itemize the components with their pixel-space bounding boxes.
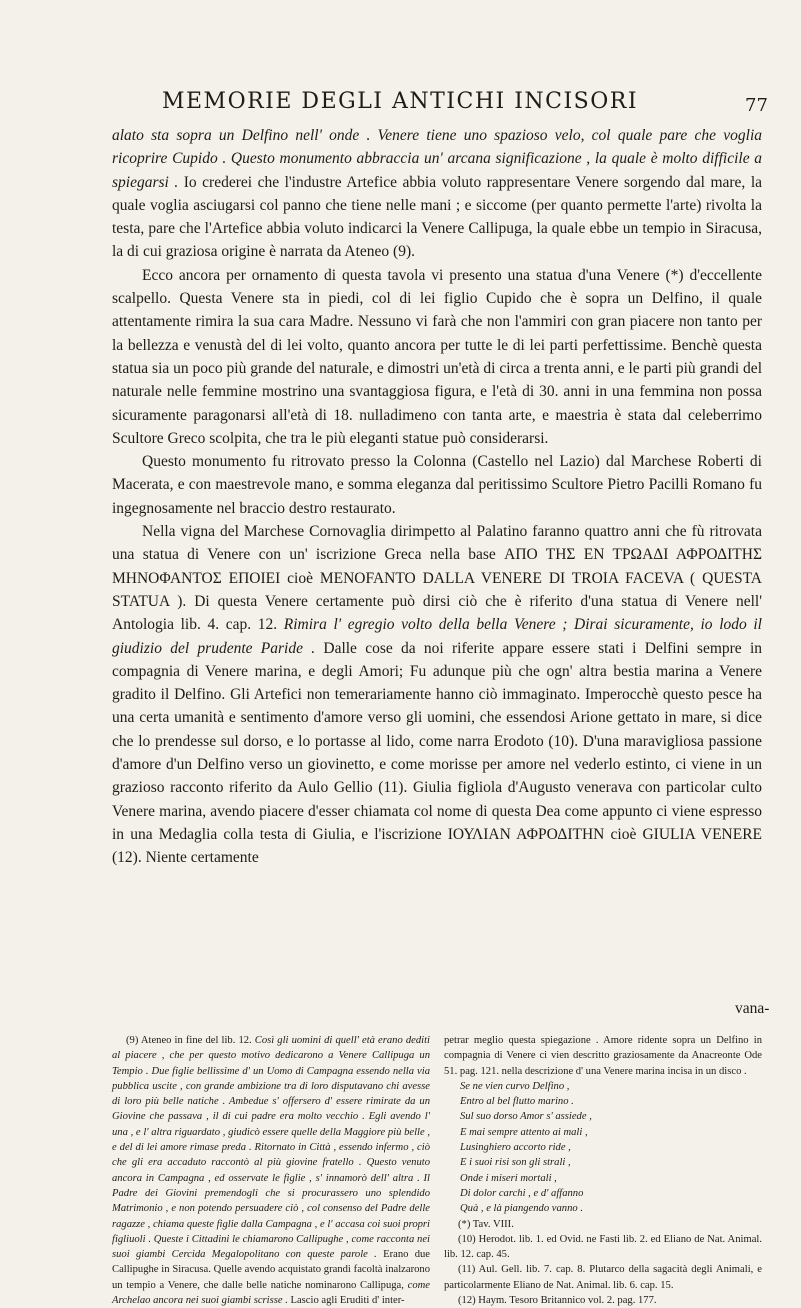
text-run: Erano due Callipughe in Siracusa. Quelle avendo acquistato grandi facoltà inalzarono un tempio a Venere, che dalle belle natiche nominarono Callipuga,	[112, 1249, 431, 1291]
text-run: Lascio agli Eruditi d' inter-	[287, 1295, 405, 1307]
footnote-column-right	[444, 1033, 762, 1308]
verse-line: E i suoi risi son gli strali ,	[460, 1157, 571, 1169]
italic-quote: Rimira l' egregio volto della bella Venere ; Dirai sicuramente, io lodo il giudizio del prudente Paride .	[112, 616, 762, 657]
main-text	[112, 124, 762, 870]
verse-line: Se ne vien curvo Delfino ,	[460, 1080, 570, 1092]
verse-line: Onde i miseri mortali ,	[460, 1172, 557, 1184]
paragraph-2: Ecco ancora per ornamento di questa tavola vi presento una statua d'una Venere (*) d'eccellente scalpello. Questa Venere sta in piedi, col di lei figlio Cupido che è sopra un Delfino, il quale attentamente rimira la sua cara Madre. Nessuno vi farà che non l'ammiri con gran piacere non tanto per la bellezza e venustà del di lei volto, quanto ancora per tutte le di lei parti perfettissime. Benchè questa statua sia un poco più grande del naturale, e dimostri un'età di circa a trenta anni, e le parti più grandi del naturale nelle femmine mostrino una svantaggiosa figura, e l'età di 30. anni in una femmina non possa sicuramente paragonarsi all'età di 18. nulladimeno con tanta arte, e maestria è stata dal celeberrimo Scultore Greco scolpita, che tra le più eleganti statue può considerarsi.	[112, 266, 762, 447]
footnote-column-left	[112, 1033, 430, 1308]
footnote-star: (*) Tav. VIII.	[458, 1218, 514, 1230]
text-run: cioè MENOFANTO DALLA VENERE DI TROIA FACEVA ( QUESTA STATUA ). Di questa Venere certamente può dirsi ciò che è riferito d'una statua di Venere nell' Antologia lib. 4. cap. 12.	[112, 569, 762, 634]
footnotes	[112, 1033, 762, 1308]
verse-line: Entro al bel flutto marino .	[460, 1096, 574, 1108]
verse-line: Di dolor carchi , e d' affanno	[460, 1187, 584, 1199]
italic-run: alato sta sopra un Delfino nell' onde . Venere tiene uno spazioso velo, col quale pare che voglia ricoprire Cupido . Questo monumento abbraccia un' arcana significazione , la quale è molto difficile a spiegarsi .	[112, 127, 762, 191]
paragraph-3: Questo monumento fu ritrovato presso la Colonna (Castello nel Lazio) dal Marchese Roberti di Macerata, e con maestrevole mano, e somma eleganza dal peritissimo Scultore Pietro Pacilli Romano fu ingegnosamente nel braccio destro restaurato.	[112, 453, 762, 517]
footnote-11: (11) Aul. Gell. lib. 7. cap. 8. Plutarco della sagacità degli Animali, e particolarmente Eliano de Nat. Animal. lib. 6. cap. 15.	[444, 1264, 762, 1291]
page-number: 77	[745, 95, 768, 116]
greek-inscription: ΙΟΥΛΙΑΝ ΑΦΡΟΔΙΤΗΝ	[447, 825, 605, 843]
italic-run: come Archelao ancora nei suoi giambi scrisse .	[112, 1279, 430, 1307]
text-run: Io crederei che l'industre Artefice abbia voluto rappresentare Venere sorgendo dal mare, la quale voglia asciugarsi col panno che tiene nelle mani ; e siccome (per quanto permette l'arte) rivolta la testa, pare che l'Artefice abbia voluto indicarci la Venere Callipuga, la quale ebbe un tempio in Siracusa, la di cui graziosa origine è narrata da Ateneo (9).	[112, 173, 763, 261]
verse-line: E mai sempre attento ai mali ,	[460, 1126, 588, 1138]
text-run: Nella vigna del Marchese Cornovaglia dirimpetto al Palatino faranno quattro anni che fù ritrovata una statua di Venere con un' iscrizione Greca nella base	[112, 523, 762, 564]
verse-line: Quà , e là piangendo vanno .	[460, 1203, 583, 1215]
footnote-9	[112, 1033, 430, 1308]
verse-line: Lusinghiero accorto ride ,	[460, 1142, 571, 1154]
catchword: vana-	[735, 1000, 770, 1017]
footnote-continuation: petrar meglio questa spiegazione . Amore ridente sopra un Delfino in compagnia di Venere ci vien descritto graziosamente da Anacreonte Ode 51. pag. 121. nella descrizione d' una Venere marina incisa in un disco .	[444, 1035, 762, 1077]
footnote-label: (9) Ateneo in fine del lib. 12.	[126, 1035, 255, 1046]
text-run: Dalle cose da noi riferite appare essere stati i Delfini sempre in compagnia di Venere marina, e degli Amori; Fu adunque più che ogn' altra bestia marina a Venere gradito il Delfino. Gli Artefici non temerariamente hanno ciò immaginato. Imperocchè questo pesce ha una certa umanità e sentimento d'amore verso gli uomini, che essendosi Arione gettato in mare, si dice che lo prendesse sul dorso, e lo portasse al lido, come narra Erodoto (10). D'una maravigliosa passione d'amore d'un Delfino verso un giovinetto, e come morisse per amore nel vederlo estinto, ci viene in un grazioso racconto riferito da Aulo Gellio (11). Giulia figliola d'Augusto venerava con particolar culto Venere marina, avendo piacere d'esser chiamata col nome di questa Dea come appunto ci viene espresso in una Medaglia colla testa di Giulia, e l'iscrizione	[112, 639, 763, 843]
footnote-12: (12) Haym. Tesoro Britannico vol. 2. pag. 177.	[458, 1295, 657, 1307]
italic-run: Così gli uomini di quell' età erano dediti al piacere , che per questo motivo dedicarono a Venere Callipuga un Tempio . Due figlie bellissime d' un Uomo di Campagna essendo nella via pubblica uscite , con grande ambizione tra di loro disputavano chi avesse di loro più belle natiche . Ambedue s' offersero d' essere rimirate da un Giovine che passava , il di cui padre era molto vecchio . Egli avendo l' una , e l' altra riguardato , giudicò essere quelle della Maggiore più belle , e del di lei amore rimase preda . Ritornato in Città , essendo infermo , ciò che gli era accaduto raccontò al più giovine fratello . Questo venuto ancora in Campagna , ed osservate le figlie , s' innamorò dell' altra . Il Padre dei Giovini premendogli che si procurassero uno splendido Matrimonio , e non potendo persuadere ciò , col consenso del Padre delle ragazze , chiama queste figlie dalla Campagna , e l' accasa coi suoi propri figliuoli . Queste i Cittadini le chiamarono Callipughe , come racconta nei suoi giambi Cercida Megalopolitano con queste parole .	[112, 1035, 430, 1261]
verse-line: Sul suo dorso Amor s' assiede ,	[460, 1111, 592, 1123]
text-run: cioè GIULIA VENERE (12). Niente certamente	[112, 825, 763, 867]
running-title: MEMORIE DEGLI ANTICHI INCISORI	[161, 89, 639, 114]
paragraph-4	[112, 520, 762, 869]
paragraph-1	[112, 124, 762, 264]
footnote-10: (10) Herodot. lib. 1. ed Ovid. ne Fasti lib. 2. ed Eliano de Nat. Animal. lib. 12. cap. 45.	[444, 1233, 762, 1261]
greek-inscription: ΑΠΟ ΤΗΣ ΕΝ ΤΡΩΑΔΙ ΑΦΡΟΔΙΤΗΣ ΜΗΝΟΦΑΝΤΟΣ ΕΠΟΙΕΙ	[112, 546, 762, 587]
